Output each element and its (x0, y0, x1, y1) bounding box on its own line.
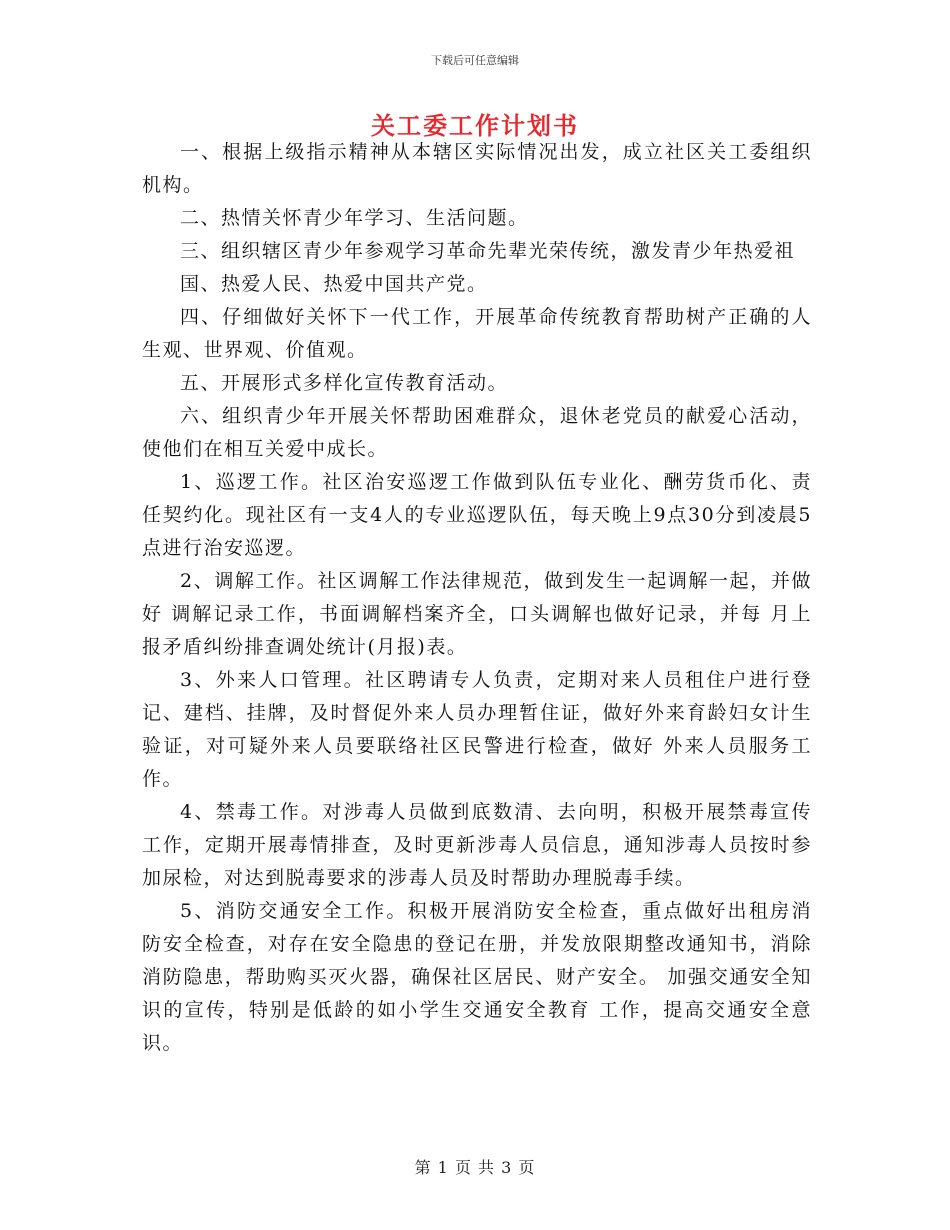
paragraph-12: 5、消防交通安全工作。积极开展消防安全检查，重点做好出租房消 防安全检查，对存在安全隐患的登记在册，并发放限期整改通知书，消除消防隐患，帮助购买灭火器，确保社区居民、财产安全。 加强交通安全知识的宣传，特别是低龄的如小学生交通安全教育 工作，提高交通安全意识。 (142, 900, 812, 1054)
paragraph-1: 一、根据上级指示精神从本辖区实际情况出发，成立社区关工委组织机构。 (142, 141, 812, 196)
document-body (142, 136, 812, 1060)
paragraph-8: 1、巡逻工作。社区治安巡逻工作做到队伍专业化、酬劳货币化、责 任契约化。现社区有一支4人的专业巡逻队伍，每天晚上9点30分到凌晨5点进行治安巡逻。 (142, 471, 812, 559)
paragraph-4: 国、热爱人民、热爱中国共产党。 (180, 273, 488, 295)
paragraph-11: 4、禁毒工作。对涉毒人员做到底数清、去向明，积极开展禁毒宣传 工作，定期开展毒情排查，及时更新涉毒人员信息，通知涉毒人员按时参加尿检，对达到脱毒要求的涉毒人员及时帮助办理脱毒手续。 (142, 801, 812, 889)
paragraph-10: 3、外来人口管理。社区聘请专人负责，定期对来人员租住户进行登 记、建档、挂牌，及时督促外来人员办理暂住证，做好外来育龄妇女计生验证，对可疑外来人员要联络社区民警进行检查，做好 外来人员服务工作。 (142, 669, 812, 790)
paragraph-7: 六、组织青少年开展关怀帮助困难群众，退休老党员的献爱心活动，使他们在相互关爱中成长。 (142, 405, 812, 460)
page-footer: 第 1 页 共 3 页 (414, 1158, 536, 1177)
paragraph-2: 二、热情关怀青少年学习、生活问题。 (180, 207, 529, 229)
header-note: 下载后可任意编辑 (431, 54, 519, 67)
paragraph-5: 四、仔细做好关怀下一代工作，开展革命传统教育帮助树产正确的人生观、世界观、价值观。 (142, 306, 812, 361)
document-title: 关工委工作计划书 (371, 111, 579, 140)
paragraph-3: 三、组织辖区青少年参观学习革命先辈光荣传统，激发青少年热爱祖 (180, 240, 796, 262)
paragraph-9: 2、调解工作。社区调解工作法律规范，做到发生一起调解一起，并做好 调解记录工作，书面调解档案齐全，口头调解也做好记录，并每 月上报矛盾纠纷排查调处统计(月报)表。 (142, 570, 812, 658)
paragraph-6: 五、开展形式多样化宣传教育活动。 (180, 372, 509, 394)
